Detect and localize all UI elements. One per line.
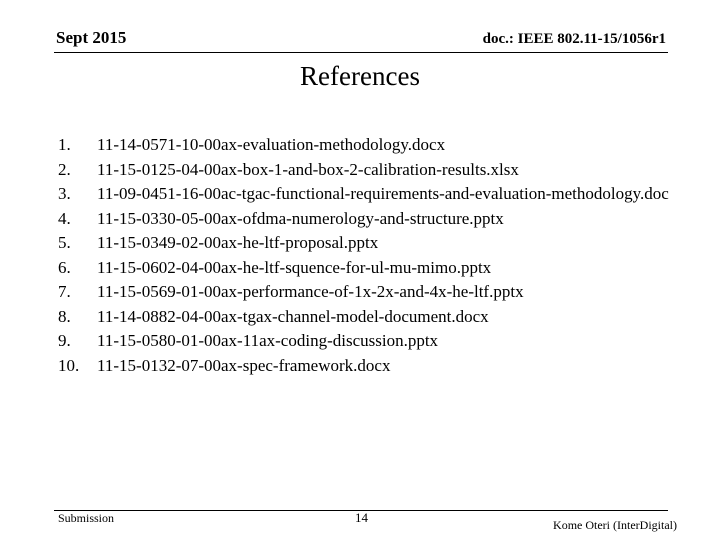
slide-title: References [300,61,420,91]
footer-submission-label: Submission [58,511,115,525]
footer-page-number: 14 [355,510,368,525]
list-item [58,133,678,158]
list-item [58,256,678,281]
list-item-number: 10. [58,355,80,375]
list-item-text: 11-15-0132-07-00ax-spec-framework.docx [97,355,391,375]
list-item-text: 11-15-0125-04-00ax-box-1-and-box-2-calibration-results.xlsx [97,159,519,179]
list-item-number: 8. [58,306,71,326]
header-divider [54,52,668,53]
list-item-text: 11-14-0571-10-00ax-evaluation-methodology.docx [97,135,446,154]
list-item [58,182,678,207]
list-item-text: 11-15-0569-01-00ax-performance-of-1x-2x-and-4x-he-ltf.pptx [97,282,524,301]
references-list [58,133,678,378]
list-item-number: 5. [58,233,71,252]
list-item-text: 11-15-0330-05-00ax-ofdma-numerology-and-structure.pptx [97,208,504,228]
list-item-number: 2. [58,159,71,179]
list-item-text: 11-15-0602-04-00ax-he-ltf-squence-for-ul-mu-mimo.pptx [97,257,492,277]
list-item-number: 4. [58,208,71,228]
footer-author: Kome Oteri (InterDigital) [553,518,677,532]
header-date: Sept 2015 [56,28,127,47]
list-item [58,207,678,232]
header-doc-id: doc.: IEEE 802.11-15/1056r1 [482,31,666,47]
list-item-number: 1. [58,135,71,154]
list-item-text: 11-14-0882-04-00ax-tgax-channel-model-document.docx [97,306,489,326]
list-item-text: 11-09-0451-16-00ac-tgac-functional-requirements-and-evaluation-methodology.doc [97,184,669,203]
list-item [58,305,678,330]
list-item [58,354,678,379]
list-item [58,280,678,305]
list-item-number: 3. [58,184,71,203]
list-item [58,329,678,354]
list-item [58,231,678,256]
list-item-number: 6. [58,257,71,277]
list-item [58,158,678,183]
list-item-number: 9. [58,331,71,350]
list-item-text: 11-15-0580-01-00ax-11ax-coding-discussion.pptx [97,331,439,350]
list-item-number: 7. [58,282,71,301]
list-item-text: 11-15-0349-02-00ax-he-ltf-proposal.pptx [97,233,379,252]
